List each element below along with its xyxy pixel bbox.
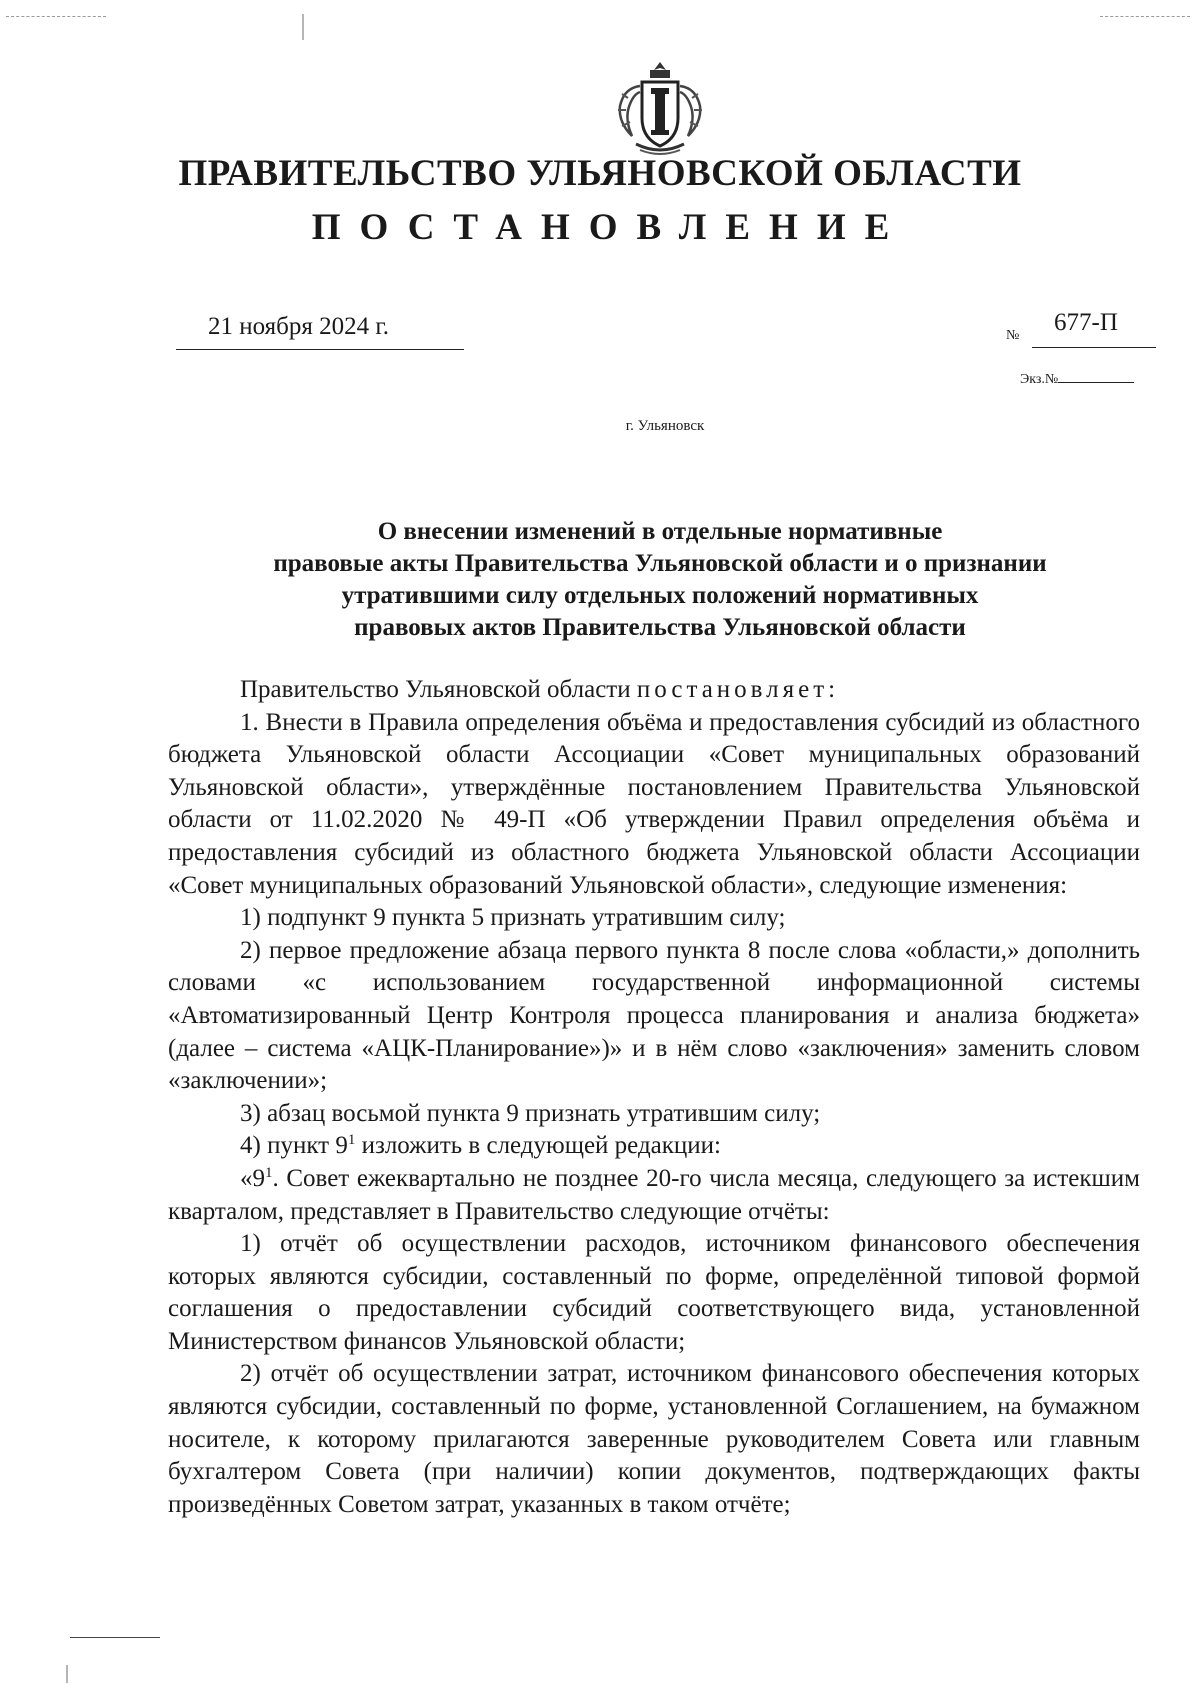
document-number: 677-П [1032,308,1156,348]
scan-artifact-mark [66,1665,68,1683]
body-paragraph [168,1130,1140,1163]
number-sign: № [1006,328,1020,343]
copy-number-field [1020,372,1134,388]
intro-paragraph [168,674,1140,707]
government-title: ПРАВИТЕЛЬСТВО УЛЬЯНОВСКОЙ ОБЛАСТИ [178,153,1022,194]
scan-artifact-top-right [1100,16,1190,17]
paragraph-text: изложить в следующей редакции: [355,1132,721,1160]
copy-number-blank [1058,382,1134,383]
scan-artifact-bottom-left [70,1637,160,1638]
paragraph-text: 4) пункт 9 [240,1132,348,1160]
heading-line: правовые акты Правительства Ульяновской области и о признании [273,550,1047,577]
intro-lead: Правительство Ульяновской области [240,676,637,703]
document-heading [160,516,1160,644]
coat-of-arms-icon [610,58,710,156]
heading-line: О внесении изменений в отдельные нормативные [377,518,943,545]
heading-line: правовых актов Правительства Ульяновской области [354,614,966,641]
body-paragraph: 1) отчёт об осуществлении расходов, источником финансового обеспечения которых являются субсидии, составленный по форме, определённой типовой формой соглашения о предоставлении субсидий соответствующего вида, установленной Министерством финансов Ульяновской области; [168,1230,1140,1355]
body-paragraph [168,1163,1140,1228]
body-paragraph: 2) отчёт об осуществлении затрат, источником финансового обеспечения которых являются субсидии, составленный по форме, установленной Соглашением, на бумажном носителе, к которому прилагаются заверенные руководителем Совета или главным бухгалтером Совета (при наличии) копии документов, подтверждающих факты произведённых Советом затрат, указанных в таком отчёте; [168,1360,1140,1518]
copy-number-label: Экз.№ [1020,372,1059,387]
paragraph-text: . Совет ежеквартально не позднее 20-го числа месяца, следующего за истекшим кварталом, представляет в Правительство следующие отчёты: [168,1164,1140,1225]
body-paragraph: 1) подпункт 9 пункта 5 признать утратившим силу; [240,904,786,932]
body-paragraph: 1. Внести в Правила определения объёма и предоставления субсидий из областного бюджета Ульяновской области Ассоциации «Совет муниципальных образований Ульяновской области», утверждённые постановлением Правительства Ульяновской области от 11.02.2020 № 49-П «Об утверждении Правил определения объёма и предоставления субсидий из областного бюджета Ульяновской области Ассоциации «Совет муниципальных образований Ульяновской области», следующие изменения: [168,708,1140,899]
paragraph-text: «9 [240,1164,265,1192]
heading-line: утратившими силу отдельных положений нормативных [341,582,979,609]
document-date: 21 ноября 2024 г. [176,312,464,350]
document-type-title: ПОСТАНОВЛЕНИЕ [311,207,909,248]
body-paragraph: 3) абзац восьмой пункта 9 признать утратившим силу; [240,1099,821,1127]
superscript: 1 [265,1164,273,1181]
intro-verb: постановляет: [636,676,840,703]
body-paragraph: 2) первое предложение абзаца первого пункта 8 после слова «области,» дополнить словами «с использованием государственной информационной системы «Автоматизированный Центр Контроля процесса планирования и анализа бюджета» (далее – система «АЦК-Планирование»)» и в нём слово «заключения» заменить словом «заключении»; [168,936,1140,1095]
document-city: г. Ульяновск [625,418,705,434]
superscript: 1 [347,1132,356,1149]
scan-artifact-mark [302,14,304,40]
scan-artifact-top-left [6,16,106,17]
document-body [168,674,1140,1521]
